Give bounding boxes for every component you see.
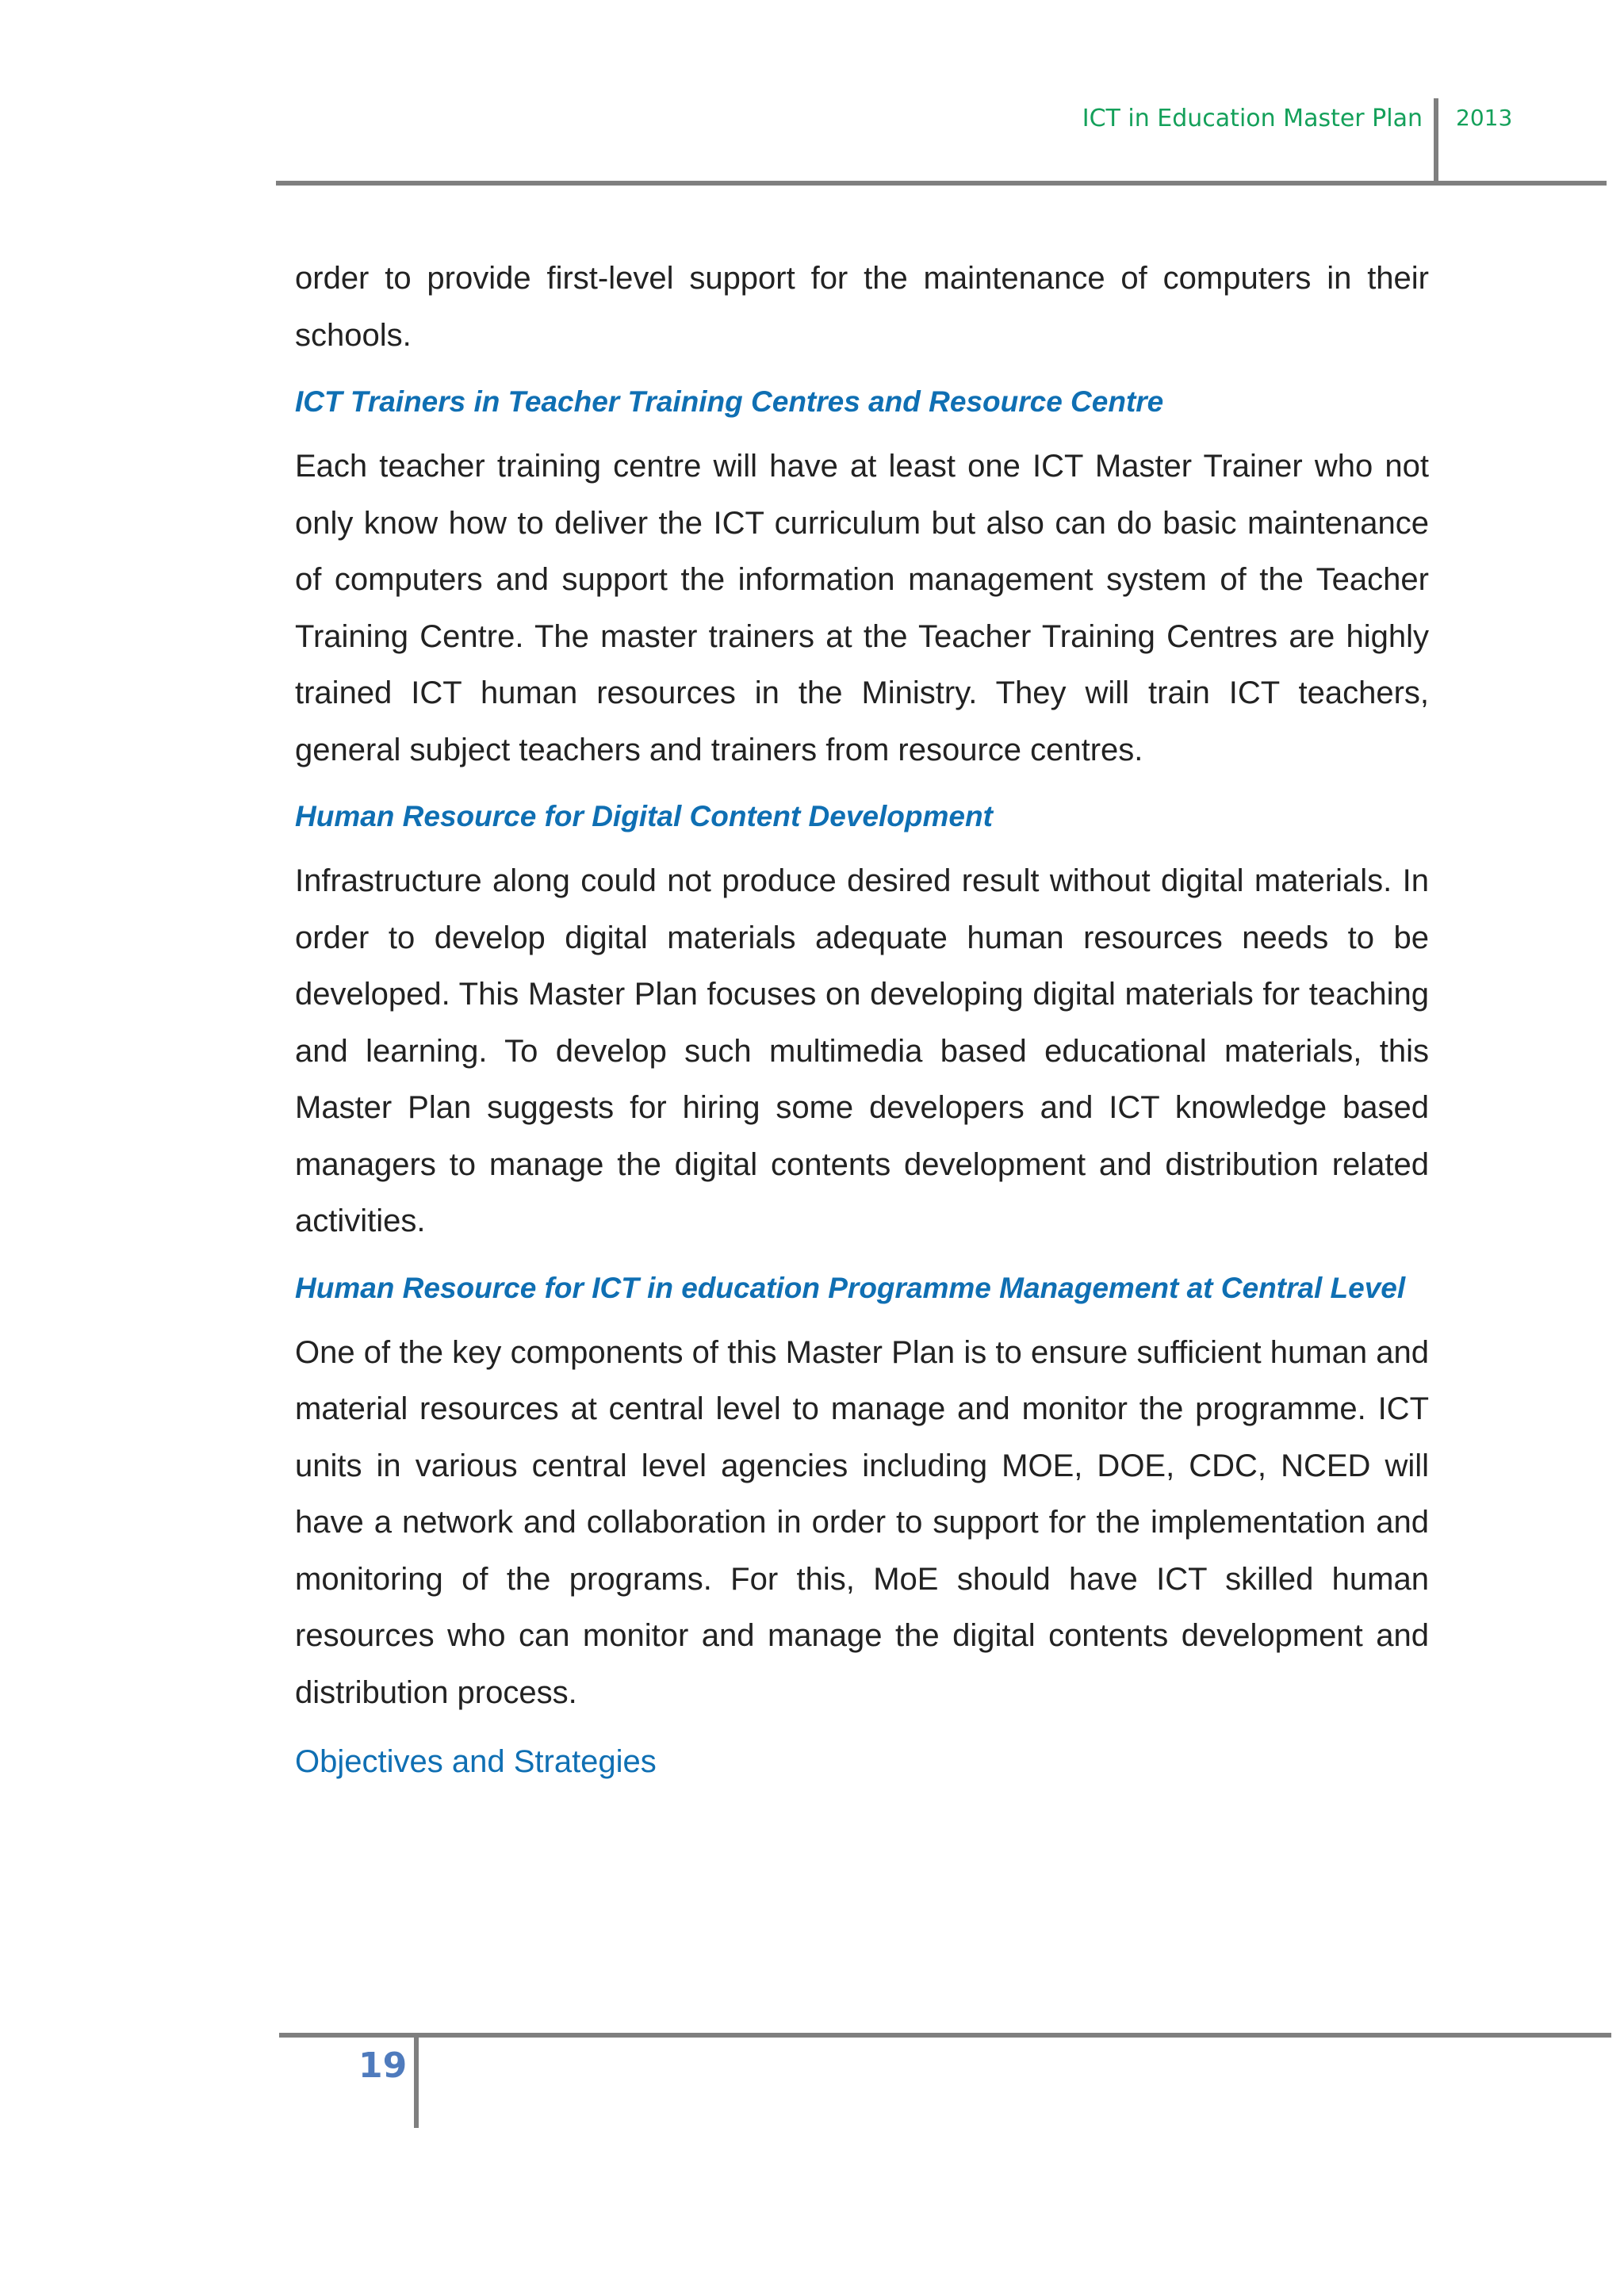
footer-divider-vertical xyxy=(414,2034,419,2128)
section-heading: Objectives and Strategies xyxy=(295,1744,657,1779)
body-paragraph: One of the key components of this Master Plan is to ensure sufficient human and material resources at central level to manage and monitor the programme. ICT units in various central level agencies including MOE, DOE, CDC, NCED will have a network and collaboration in order to support for the implementation and monitoring of the programs. For this, MoE should have ICT skilled human resources who can monitor and manage the digital contents development and distribution process. xyxy=(295,1334,1429,1710)
subheading: Human Resource for Digital Content Development xyxy=(295,800,993,832)
subheading: ICT Trainers in Teacher Training Centres and Resource Centre xyxy=(295,385,1164,418)
running-header-year: 2013 xyxy=(1456,105,1513,131)
running-header-title: ICT in Education Master Plan xyxy=(1082,105,1423,132)
page-body xyxy=(295,251,1429,1789)
subheading: Human Resource for ICT in education Programme Management at Central Level xyxy=(295,1271,1406,1304)
header-rule xyxy=(276,181,1607,186)
page-number: 19 xyxy=(358,2045,408,2086)
footer-rule xyxy=(279,2033,1611,2038)
header-divider-vertical xyxy=(1434,98,1438,184)
body-paragraph: Infrastructure along could not produce desired result without digital materials. In order to develop digital materials adequate human resources needs to be developed. This Master Plan focuses on developing digital materials for teaching and learning. To develop such multimedia based educational materials, this Master Plan suggests for hiring some developers and ICT knowledge based managers to manage the digital contents development and distribution related activities. xyxy=(295,863,1429,1238)
body-paragraph: Each teacher training centre will have at least one ICT Master Trainer who not only know how to deliver the ICT curriculum but also can do basic maintenance of computers and support the information management system of the Teacher Training Centre. The master trainers at the Teacher Training Centres are highly trained ICT human resources in the Ministry. They will train ICT teachers, general subject teachers and trainers from resource centres. xyxy=(295,449,1429,767)
body-paragraph: order to provide first-level support for the maintenance of computers in their schools. xyxy=(295,261,1429,353)
